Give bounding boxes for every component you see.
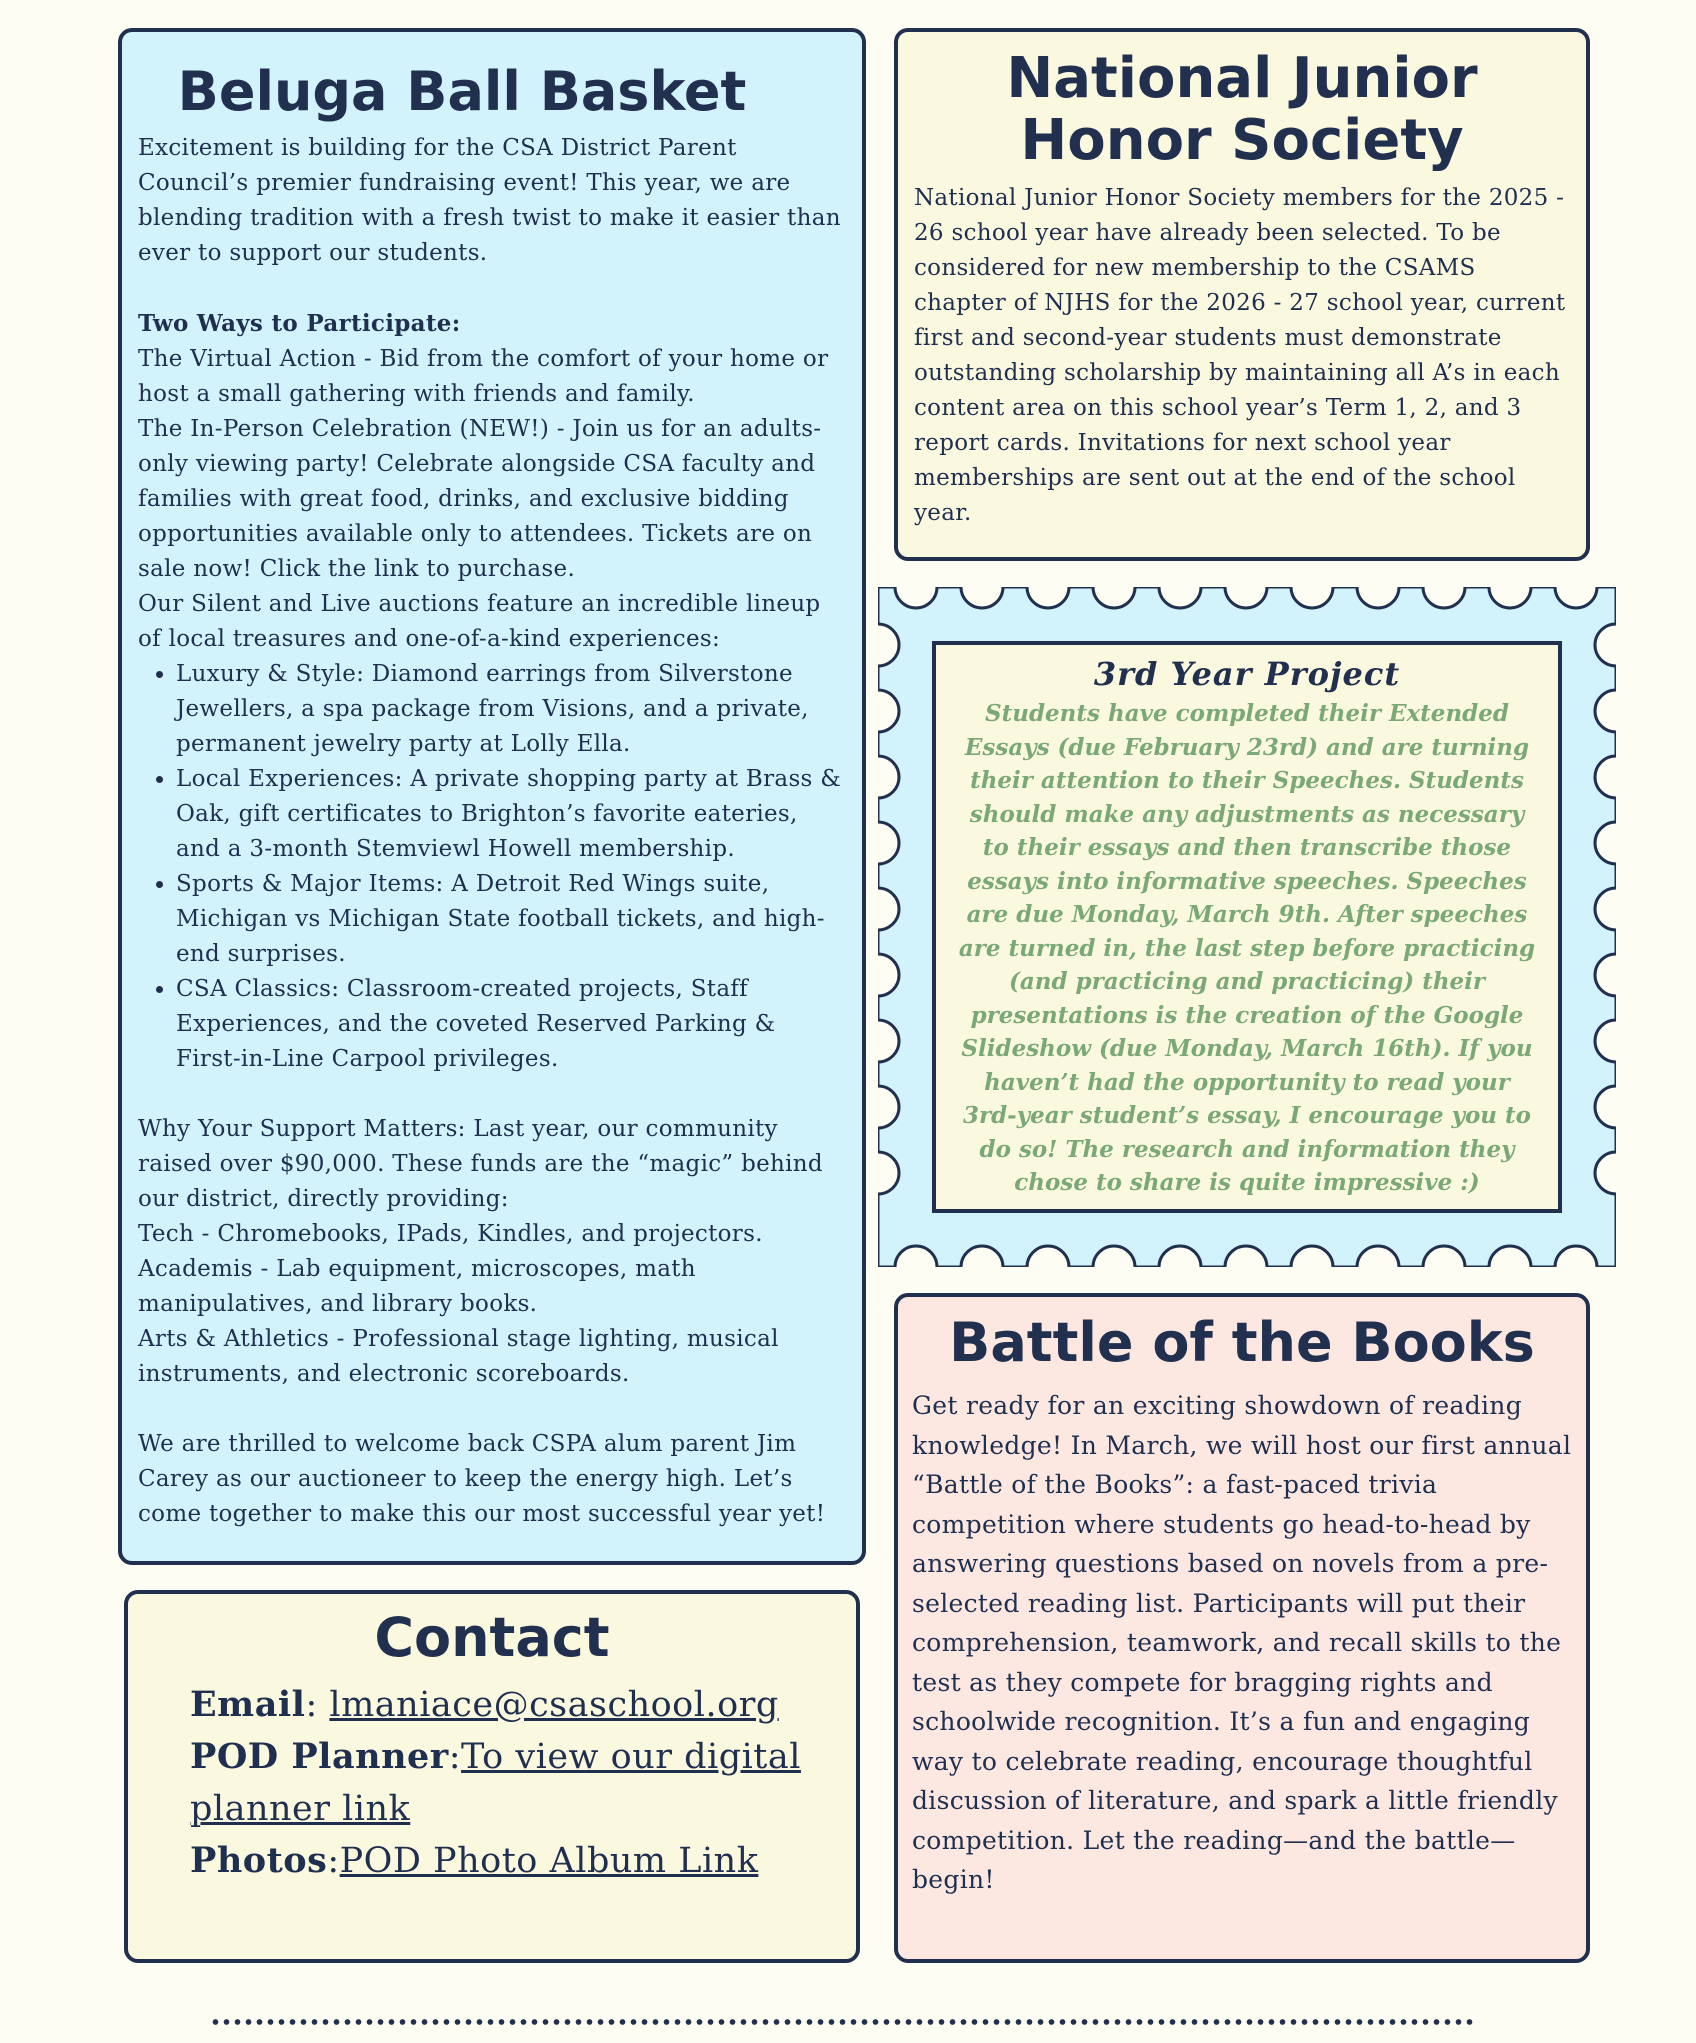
- contact-title: Contact: [374, 1606, 610, 1669]
- email-label: Email: [190, 1684, 306, 1726]
- planner-row: POD Planner:To view our digital planner link: [190, 1736, 801, 1830]
- list-item: • Luxury & Style: Diamond earrings from Silverstone Jewellers, a spa package from Visions, and a private, permanent jewelry party at Lolly Ella.: [176, 657, 846, 762]
- njhs-title: National Junior Honor Society: [1006, 46, 1478, 173]
- dotted-divider: [210, 2018, 1475, 2026]
- arts-text: Arts & Athletics - Professional stage lighting, musical instruments, and electronic scoreboards.: [138, 1326, 779, 1388]
- email-row: Email: lmaniace@csaschool.org: [190, 1684, 779, 1726]
- photos-link[interactable]: POD Photo Album Link: [339, 1841, 759, 1882]
- email-link[interactable]: lmaniace@csaschool.org: [329, 1685, 779, 1726]
- battle-title: Battle of the Books: [949, 1311, 1535, 1374]
- beluga-body: [138, 131, 846, 1532]
- planner-label: POD Planner: [190, 1736, 449, 1778]
- in-person-option: The In-Person Celebration (NEW!) - Join us for an adults-only viewing party! Celebrate alongside CSA faculty and families with great food, drinks, and exclusive bidding opportunities available only to attendees. Tickets are on sale now! Click the link to purchase.: [138, 416, 822, 583]
- third-year-project-section: [932, 641, 1562, 1213]
- academics-text: Academis - Lab equipment, microscopes, math manipulatives, and library books.: [138, 1256, 696, 1318]
- auctions-intro: Our Silent and Live auctions feature an incredible lineup of local treasures and one-of-a-kind experiences:: [138, 591, 821, 653]
- njhs-text: National Junior Honor Society members for the 2025 - 26 school year have already been selected. To be considered for new membership to the CSAMS chapter of NJHS for the 2026 - 27 school year, current first and second-year students must demonstrate outstanding scholarship by maintaining all A’s in each content area on this school year’s Term 1, 2, and 3 report cards. Invitations for next school year memberships are sent out at the end of the school year.: [914, 185, 1566, 527]
- support-text: Why Your Support Matters: Last year, our community raised over $90,000. These funds are the “magic” behind our district, directly providing:: [138, 1116, 823, 1213]
- battle-of-books-section: [894, 1293, 1590, 1963]
- beluga-intro: Excitement is building for the CSA District Parent Council’s premier fundraising event! This year, we are blending tradition with a fresh twist to make it easier than ever to support our students.: [138, 135, 841, 267]
- tech-text: Tech - Chromebooks, IPads, Kindles, and projectors.: [138, 1221, 763, 1248]
- contact-section: [124, 1590, 860, 1963]
- closing-text: We are thrilled to welcome back CSPA alum parent Jim Carey as our auctioneer to keep the energy high. Let’s come together to make this our most successful year yet!: [138, 1431, 826, 1528]
- auction-items-list: [138, 657, 846, 1077]
- battle-text: Get ready for an exciting showdown of reading knowledge! In March, we will host our first annual “Battle of the Books”: a fast-paced trivia competition where students go head-to-head by answering questions based on novels from a pre-selected reading list. Participants will put their comprehension, teamwork, and recall skills to the test as they compete for bragging rights and schoolwide recognition. It’s a fun and engaging way to celebrate reading, encourage thoughtful discussion of literature, and spark a little friendly competition. Let the reading—and the battle—begin!: [912, 1391, 1572, 1895]
- beluga-title: Beluga Ball Basket: [177, 60, 747, 123]
- photos-label: Photos: [190, 1840, 328, 1882]
- project-text: Students have completed their Extended Essays (due February 23rd) and are turning their attention to their Speeches. Students should make any adjustments as necessary to their essays and then transcribe those essays into informative speeches. Speeches are due Monday, March 9th. After speeches are turned in, the last step before practicing (and practicing and practicing) their presentations is the creation of the Google Slideshow (due Monday, March 16th). If you haven’t had the opportunity to read your 3rd-year student’s essay, I encourage you to do so! The research and information they chose to share is quite impressive :): [958, 700, 1536, 1196]
- list-item: • Sports & Major Items: A Detroit Red Wings suite, Michigan vs Michigan State football tickets, and high-end surprises.: [176, 867, 846, 972]
- planner-link[interactable]: To view our digital planner link: [190, 1737, 801, 1830]
- list-item: • CSA Classics: Classroom-created projects, Staff Experiences, and the coveted Reserved Parking & First-in-Line Carpool privileges.: [176, 972, 846, 1077]
- virtual-option: The Virtual Action - Bid from the comfort of your home or host a small gathering with friends and family.: [138, 346, 829, 408]
- njhs-section: [894, 28, 1590, 561]
- ways-heading: Two Ways to Participate:: [138, 310, 461, 338]
- beluga-ball-section: [118, 28, 866, 1565]
- photos-row: Photos:POD Photo Album Link: [190, 1840, 759, 1882]
- list-item: • Local Experiences: A private shopping party at Brass & Oak, gift certificates to Brighton’s favorite eateries, and a 3-month Stemviewl Howell membership.: [176, 762, 846, 867]
- project-title: 3rd Year Project: [1093, 655, 1401, 693]
